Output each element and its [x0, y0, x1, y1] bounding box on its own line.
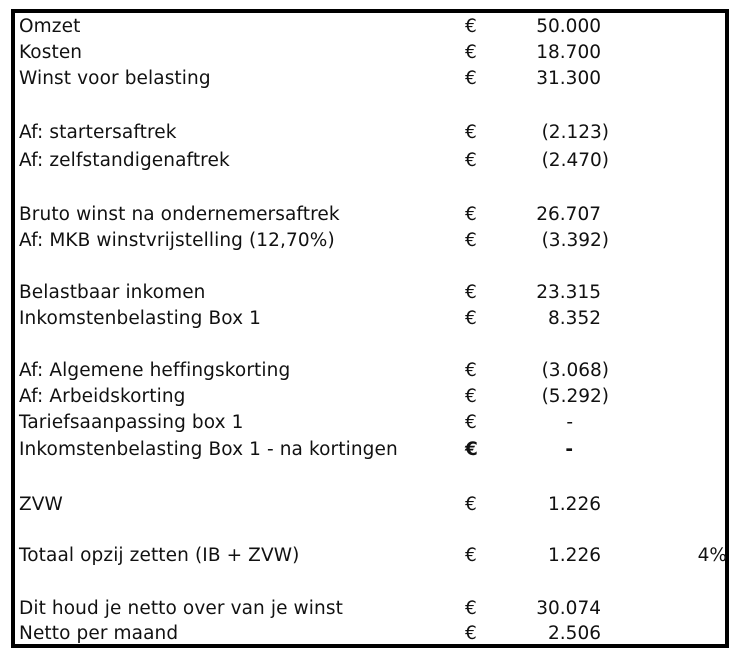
row-label: Af: Arbeidskorting	[19, 386, 186, 407]
row-label: Inkomstenbelasting Box 1	[19, 308, 261, 329]
row-label: Af: MKB winstvrijstelling (12,70%)	[19, 230, 335, 251]
row-percent: 4%	[697, 545, 727, 566]
row-label: Af: startersaftrek	[19, 122, 177, 143]
row-value: (3.068)	[541, 360, 609, 381]
row-netto-per-maand	[15, 621, 725, 647]
row-label: Winst voor belasting	[19, 68, 211, 89]
euro-symbol: €	[465, 122, 477, 143]
row-bruto-winst	[15, 202, 725, 228]
euro-symbol: €	[465, 308, 477, 329]
row-label: ZVW	[19, 494, 63, 515]
euro-symbol: €	[465, 150, 477, 171]
euro-symbol: €	[465, 282, 477, 303]
row-label: Tariefsaanpassing box 1	[19, 412, 244, 433]
euro-symbol: €	[465, 204, 477, 225]
row-value: -	[565, 439, 573, 460]
row-label: Netto per maand	[19, 623, 179, 644]
euro-symbol: €	[465, 360, 477, 381]
euro-symbol: €	[465, 16, 477, 37]
row-omzet	[15, 14, 725, 40]
row-mkb-winstvrijstelling	[15, 228, 725, 254]
row-winst-voor-belasting	[15, 66, 725, 92]
row-value: 30.074	[536, 598, 601, 619]
row-label: Bruto winst na ondernemersaftrek	[19, 204, 340, 225]
row-value: 1.226	[548, 545, 601, 566]
row-tariefsaanpassing	[15, 410, 725, 436]
row-value: 8.352	[548, 308, 601, 329]
row-inkomstenbelasting	[15, 306, 725, 332]
row-value: 18.700	[536, 42, 601, 63]
euro-symbol: €	[465, 230, 477, 251]
row-value: 1.226	[548, 494, 601, 515]
row-ib-na-kortingen	[15, 437, 725, 463]
euro-symbol: €	[465, 42, 477, 63]
row-zelfstandigenaftrek	[15, 148, 725, 174]
row-value: 26.707	[536, 204, 601, 225]
row-netto-winst	[15, 596, 725, 622]
row-value: (3.392)	[541, 230, 609, 251]
row-label: Kosten	[19, 42, 83, 63]
row-label: Totaal opzij zetten (IB + ZVW)	[19, 545, 300, 566]
row-zvw	[15, 492, 725, 518]
euro-symbol: €	[465, 598, 477, 619]
euro-symbol: €	[465, 494, 477, 515]
row-label: Omzet	[19, 16, 81, 37]
euro-symbol: €	[465, 386, 477, 407]
row-arbeidskorting	[15, 384, 725, 410]
row-value: 50.000	[536, 16, 601, 37]
row-label: Belastbaar inkomen	[19, 282, 206, 303]
row-startersaftrek	[15, 120, 725, 146]
row-value: 2.506	[548, 623, 601, 644]
row-value: 31.300	[536, 68, 601, 89]
tax-calculation-table	[11, 9, 729, 648]
row-kosten	[15, 40, 725, 66]
row-label: Af: Algemene heffingskorting	[19, 360, 291, 381]
row-label: Dit houd je netto over van je winst	[19, 598, 343, 619]
row-totaal-opzij	[15, 543, 725, 569]
euro-symbol: €	[465, 623, 477, 644]
row-label: Af: zelfstandigenaftrek	[19, 150, 230, 171]
row-value: (2.470)	[541, 150, 609, 171]
row-value: (5.292)	[541, 386, 609, 407]
row-value: (2.123)	[541, 122, 609, 143]
row-value: 23.315	[536, 282, 601, 303]
row-belastbaar-inkomen	[15, 280, 725, 306]
euro-symbol: €	[465, 68, 477, 89]
row-label: Inkomstenbelasting Box 1 - na kortingen	[19, 439, 398, 460]
euro-symbol: €	[465, 545, 477, 566]
euro-symbol: €	[465, 439, 478, 460]
row-value: -	[566, 412, 573, 433]
row-algemene-heffingskorting	[15, 358, 725, 384]
euro-symbol: €	[465, 412, 477, 433]
